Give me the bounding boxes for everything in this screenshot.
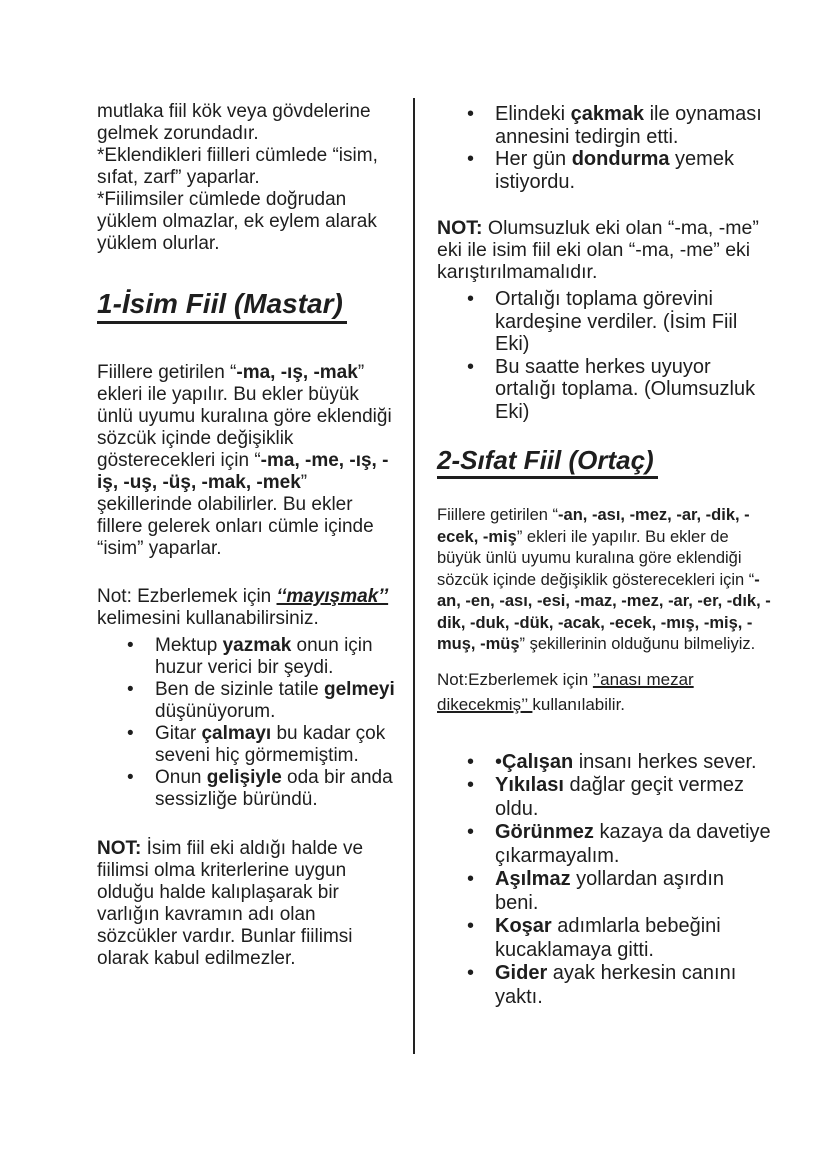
example-text: [495, 868, 771, 915]
not-label: NOT:: [97, 838, 142, 859]
olumsuzluk-examples: [437, 288, 771, 423]
note-anasi-mezar: [437, 667, 771, 717]
example-text: [155, 679, 399, 723]
text-run: Ben de sizinle tatile: [155, 679, 324, 700]
highlight-word: Yıkılası: [495, 774, 564, 796]
highlight-word: Koşar: [495, 915, 552, 937]
text-run: ” ekleri ile yapılır. Bu ekler büyük ünlü uyumu kuralına göre eklendiği sözcük içinde değişiklik gösterecekleri için “: [97, 362, 392, 471]
text-run: İsim fiil eki aldığı halde ve fiilimsi olma kriterlerine uygun olduğu halde kalıplaşarak bir varlığın kavramın adı olan sözcükler vardır. Bunlar fiilimsi olarak kabul edilmezler.: [97, 838, 364, 969]
example-text: [495, 962, 771, 1009]
section-heading-sifat-fiil: [437, 445, 771, 479]
bullet-icon: •: [127, 679, 134, 700]
bullet-icon: •: [467, 915, 475, 937]
text-run: ayak herkesin canını yaktı.: [495, 962, 737, 1008]
highlight-word: Gider: [495, 962, 548, 984]
bullet-icon: •: [467, 103, 475, 125]
suffix-list-bold: -an, -ası, -mez, -ar, -dik, -ecek, -miş: [437, 506, 750, 546]
text-run: Mektup: [155, 635, 223, 656]
example-text: [495, 774, 771, 821]
text-run: ” şekillerinin olduğunu bilmeliyiz.: [519, 635, 756, 653]
text-run: Gitar: [155, 723, 202, 744]
example-text: [495, 751, 771, 775]
highlight-word: gelişiyle: [206, 767, 282, 788]
text-run: Her gün: [495, 148, 572, 170]
example-item: [97, 723, 399, 767]
left-column: [97, 0, 399, 970]
text-run: kazaya da davetiye çıkarmayalım.: [495, 821, 771, 867]
isim-fiil-examples-continued: [437, 103, 771, 193]
text-run: adımlarla bebeğini kucaklamaya gitti.: [495, 915, 721, 961]
example-item: [437, 751, 771, 775]
text-run: bu kadar çok seveni hiç görmemiştim.: [155, 723, 386, 766]
text-run: insanı herkes sever.: [573, 750, 757, 773]
isim-fiil-examples: [97, 635, 399, 811]
bullet-icon: •: [467, 750, 475, 773]
bullet-icon: •: [467, 774, 475, 796]
bullet-icon: •: [127, 723, 134, 744]
text-run: ” şekillerinde olabilirler. Bu ekler fillere gelerek onları cümle içinde “isim” yaparlar.: [97, 472, 374, 559]
text-run: ” ekleri ile yapılır. Bu ekler de büyük ünlü uyumu kuralına göre eklendiği sözcük içinde değişiklik gösterecekleri için “: [437, 527, 755, 589]
right-column: [437, 0, 771, 1009]
example-item: [437, 148, 771, 193]
example-item: [97, 679, 399, 723]
example-text: [495, 821, 771, 868]
text-run: kullanılabilir.: [532, 694, 626, 714]
inner-bullet-icon: •: [495, 750, 503, 773]
example-item: [437, 288, 771, 356]
text-run: oda bir anda sessizliğe büründü.: [155, 767, 393, 810]
text-run: yollardan aşırdın beni.: [495, 868, 725, 914]
bullet-icon: •: [467, 355, 475, 378]
bullet-icon: •: [467, 962, 475, 984]
example-item: [97, 635, 399, 679]
text-run: dağlar geçit vermez oldu.: [495, 774, 745, 820]
heading-text: 1-İsim Fiil (Mastar): [97, 288, 347, 324]
example-item: [437, 356, 771, 424]
highlight-word: Çalışan: [502, 750, 574, 773]
text-run: ile oynaması annesini tedirgin etti.: [495, 103, 762, 148]
suffix-list-bold: -an, -en, -ası, -esi, -maz, -mez, -ar, -er, -dık, -dik, -duk, -dük, -acak, -ecek, -mış, -miş, -muş, -müş: [437, 570, 771, 653]
example-item: [437, 868, 771, 915]
example-item: [437, 821, 771, 868]
text-run: Onun: [155, 767, 207, 788]
example-text: [155, 767, 399, 811]
mnemonic-phrase: ’’anası mezar dikecekmiş’’: [437, 669, 694, 714]
highlight-word: Görünmez: [495, 821, 594, 843]
text-run: Fiillere getirilen “: [97, 362, 237, 383]
bullet-icon: •: [467, 868, 475, 890]
example-text: [155, 635, 399, 679]
note-olumsuzluk: [437, 217, 771, 283]
example-item: [437, 915, 771, 962]
example-item: [437, 103, 771, 148]
text-run: Olumsuzluk eki olan “-ma, -me” eki ile isim fiil eki olan “-ma, -me” eki karıştırılmamalıdır.: [437, 217, 759, 283]
example-text: [495, 148, 771, 193]
bullet-icon: •: [127, 635, 134, 656]
example-text: Bu saatte herkes uyuyor ortalığı toplama. (Olumsuzluk Eki): [495, 355, 756, 423]
example-text: [495, 103, 771, 148]
text-run: Not: Ezberlemek için: [97, 586, 277, 607]
bullet-icon: •: [467, 821, 475, 843]
heading-text: 2-Sıfat Fiil (Ortaç): [437, 445, 658, 479]
example-text: [155, 723, 399, 767]
highlight-word: çakmak: [570, 103, 645, 125]
text-run: düşünüyorum.: [155, 701, 276, 722]
note-mayismak: [97, 586, 399, 630]
highlight-word: dondurma: [571, 148, 670, 170]
intro-paragraph: [97, 101, 399, 255]
isim-fiil-description: [97, 362, 399, 560]
example-item: [437, 962, 771, 1009]
sifat-fiil-description: [437, 505, 771, 656]
highlight-word: çalmayı: [201, 723, 272, 744]
section-heading-isim-fiil: [97, 288, 399, 324]
text-line: *Fiilimsiler cümlede doğrudan yüklem olmazlar, ek eylem alarak yüklem olurlar.: [97, 189, 377, 254]
mnemonic-word: ‘‘mayışmak’’: [276, 586, 389, 607]
example-text: Ortalığı toplama görevini kardeşine verdiler. (İsim Fiil Eki): [495, 288, 738, 355]
sifat-fiil-examples: [437, 751, 771, 1010]
suffix-list-bold: -ma, -me, -ış, -iş, -uş, -üş, -mak, -mek: [97, 450, 389, 493]
text-run: Fiillere getirilen “: [437, 506, 559, 524]
text-line: mutlaka fiil kök veya gövdelerine gelmek zorundadır.: [97, 101, 371, 144]
example-item: [437, 774, 771, 821]
example-text: [495, 915, 771, 962]
bullet-icon: •: [467, 148, 475, 170]
column-divider: [413, 98, 415, 1054]
suffix-list-bold: -ma, -ış, -mak: [236, 362, 358, 383]
text-line: *Eklendikleri fiilleri cümlede “isim, sıfat, zarf” yaparlar.: [97, 145, 378, 188]
example-item: [97, 767, 399, 811]
text-run: yemek istiyordu.: [495, 148, 734, 193]
highlight-word: gelmeyi: [324, 679, 395, 700]
text-run: kelimesini kullanabilirsiniz.: [97, 608, 319, 629]
text-run: Not:Ezberlemek için: [437, 669, 593, 689]
highlight-word: yazmak: [222, 635, 292, 656]
note-kaliplasma: [97, 838, 399, 970]
bullet-icon: •: [127, 767, 134, 788]
text-run: Elindeki: [495, 103, 571, 125]
not-label: NOT:: [437, 217, 483, 239]
text-run: onun için huzur verici bir şeydi.: [155, 635, 373, 678]
highlight-word: Aşılmaz: [495, 868, 571, 890]
bullet-icon: •: [467, 288, 475, 310]
